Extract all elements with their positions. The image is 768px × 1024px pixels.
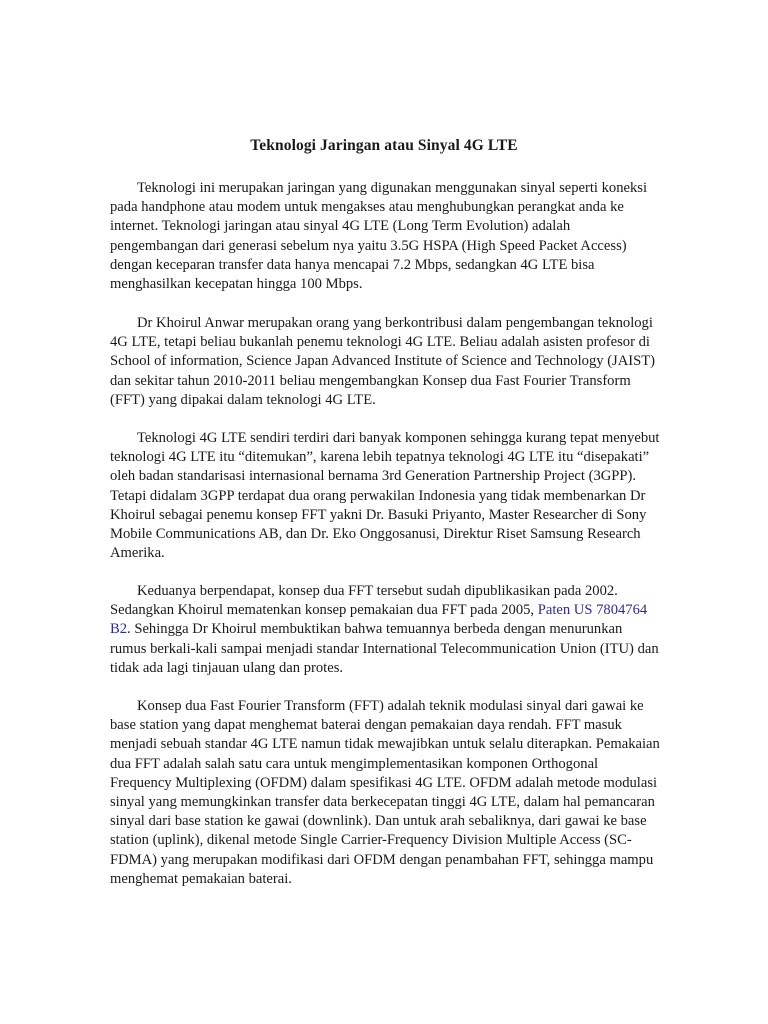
paragraph-khoirul-anwar: Dr Khoirul Anwar merupakan orang yang berkontribusi dalam pengembangan teknologi 4G LTE, tetapi beliau bukanlah penemu teknologi 4G LTE. Beliau adalah asisten profesor di School of information, Science Japan Advanced Institute of Science and Technology (JAIST) dan sekitar tahun 2010-2011 beliau mengembangkan Konsep dua Fast Fourier Transform (FFT) yang dipakai dalam teknologi 4G LTE. <box>110 315 656 408</box>
paragraph-patent-text-before: Keduanya berpendapat, konsep dua FFT tersebut sudah dipublikasikan pada 2002. Sedangkan Khoirul mematenkan konsep pemakaian dua FFT pada 2005, <box>110 583 618 619</box>
paragraph-patent-text-after: . Sehingga Dr Khoirul membuktikan bahwa temuannya berbeda dengan menurunkan rumus berkali-kali sampai menjadi standar International Telecommunication Union (ITU) dan tidak ada lagi tinjauan ulang dan protes. <box>110 621 659 676</box>
paragraph-3gpp: Teknologi 4G LTE sendiri terdiri dari banyak komponen sehingga kurang tepat menyebut teknologi 4G LTE itu “ditemukan”, karena lebih tepatnya teknologi 4G LTE itu “disepakati” oleh badan standarisasi internasional bernama 3rd Generation Partnership Project (3GPP). Tetapi didalam 3GPP terdapat dua orang perwakilan Indonesia yang tidak membenarkan Dr Khoirul sebagai penemu konsep FFT yakni Dr. Basuki Priyanto, Master Researcher di Sony Mobile Communications AB, dan Dr. Eko Onggosanusi, Direktur Riset Samsung Research Amerika. <box>110 430 660 562</box>
document-title: Teknologi Jaringan atau Sinyal 4G LTE <box>250 137 518 154</box>
paragraph-intro: Teknologi ini merupakan jaringan yang digunakan menggunakan sinyal seperti koneksi pada handphone atau modem untuk mengakses atau menghubungkan perangkat anda ke internet. Teknologi jaringan atau sinyal 4G LTE (Long Term Evolution) adalah pengembangan dari generasi sebelum nya yaitu 3.5G HSPA (High Speed Packet Access) dengan keceparan transfer data hanya mencapai 7.2 Mbps, sedangkan 4G LTE bisa menghasilkan kecepatan hingga 100 Mbps. <box>110 180 648 293</box>
patent-link[interactable]: Paten US 7804764 B2 <box>110 602 648 638</box>
paragraph-patent <box>110 582 662 678</box>
paragraph-fft-concept: Konsep dua Fast Fourier Transform (FFT) adalah teknik modulasi sinyal dari gawai ke base station yang dapat menghemat baterai dengan pemakaian daya rendah. FFT masuk menjadi sebuah standar 4G LTE namun tidak mewajibkan untuk selalu diterapkan. Pemakaian dua FFT adalah salah satu cara untuk mengimplementasikan komponen Orthogonal Frequency Multiplexing (OFDM) dalam spesifikasi 4G LTE. OFDM adalah metode modulasi sinyal yang memungkinkan transfer data berkecepatan tinggi 4G LTE, dalam hal pemancaran sinyal dari base station ke gawai (downlink). Dan untuk arah sebaliknya, dari gawai ke base station (uplink), dikenal metode Single Carrier-Frequency Division Multiple Access (SC-FDMA) yang merupakan modifikasi dari OFDM dengan penambahan FFT, sehingga mampu menghemat pemakaian baterai. <box>110 698 660 887</box>
